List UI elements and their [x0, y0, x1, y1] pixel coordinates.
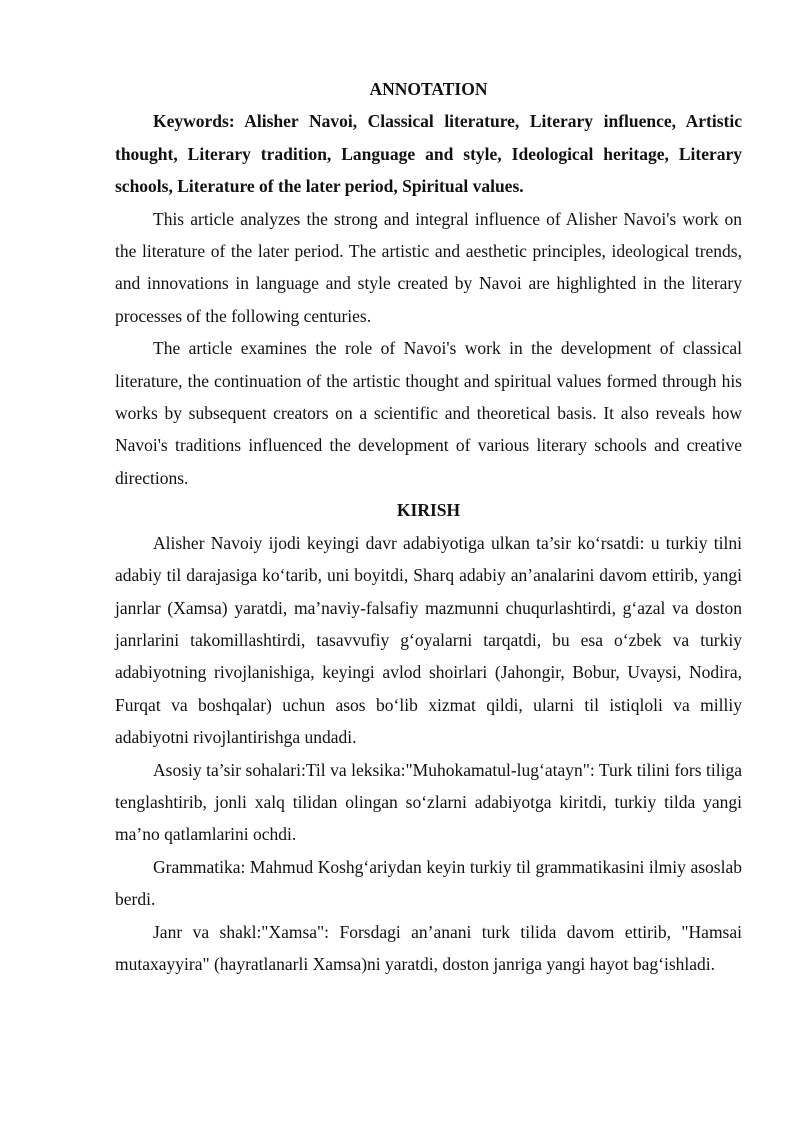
keywords-paragraph: Keywords: Alisher Navoi, Classical literature, Literary influence, Artistic thought, Literary tradition, Language and style, Ideological heritage, Literary schools, Literature of the later period, Spiritual values.: [115, 111, 742, 197]
document-page: [115, 73, 742, 980]
kirish-heading: KIRISH: [396, 500, 461, 521]
annotation-paragraph-1: This article analyzes the strong and integral influence of Alisher Navoi's work on the literature of the later period. The artistic and aesthetic principles, ideological trends, and innovations in language and style created by Navoi are highlighted in the literary processes of the following centuries.: [115, 208, 742, 326]
kirish-paragraph-1: Alisher Navoiy ijodi keyingi davr adabiyotiga ulkan ta’sir ko‘rsatdi: u turkiy tilni adabiy til darajasiga ko‘tarib, uni boyitdi, Sharq adabiy an’analarini davom ettirib, yangi janrlar (Xamsa) yaratdi, ma’naviy-falsafiy mazmunni chuqurlashtirdi, g‘azal va doston janrlarini takomillashtirdi, tasavvufiy g‘oyalarni tarqatdi, bu esa o‘zbek va turkiy adabiyotning rivojlanishiga, keyingi avlod shoirlari (Jahongir, Bobur, Uvaysi, Nodira, Furqat va boshqalar) uchun asos bo‘lib xizmat qildi, ularni til istiqloli va milliy adabiyotni rivojlantirishga undadi.: [115, 532, 742, 748]
kirish-paragraph-3: Grammatika: Mahmud Koshg‘ariydan keyin turkiy til grammatikasini ilmiy asoslab berdi.: [115, 856, 742, 910]
annotation-heading: ANNOTATION: [369, 79, 488, 99]
kirish-paragraph-4: Janr va shakl:"Xamsa": Forsdagi an’anani turk tilida davom ettirib, "Hamsai mutaxayyira" (hayratlanarli Xamsa)ni yaratdi, doston janriga yangi hayot bag‘ishladi.: [115, 921, 742, 974]
kirish-paragraph-2: Asosiy ta’sir sohalari:Til va leksika:"Muhokamatul-lug‘atayn": Turk tilini fors tiliga tenglashtirib, jonli xalq tilidan olingan so‘zlarni adabiyotga kiritdi, turkiy tilda yangi ma’no qatlamlarini ochdi.: [115, 759, 742, 845]
annotation-paragraph-2: The article examines the role of Navoi's work in the development of classical literature, the continuation of the artistic thought and spiritual values formed through his works by subsequent creators on a scientific and theoretical basis. It also reveals how Navoi's traditions influenced the development of various literary schools and creative directions.: [115, 338, 742, 488]
